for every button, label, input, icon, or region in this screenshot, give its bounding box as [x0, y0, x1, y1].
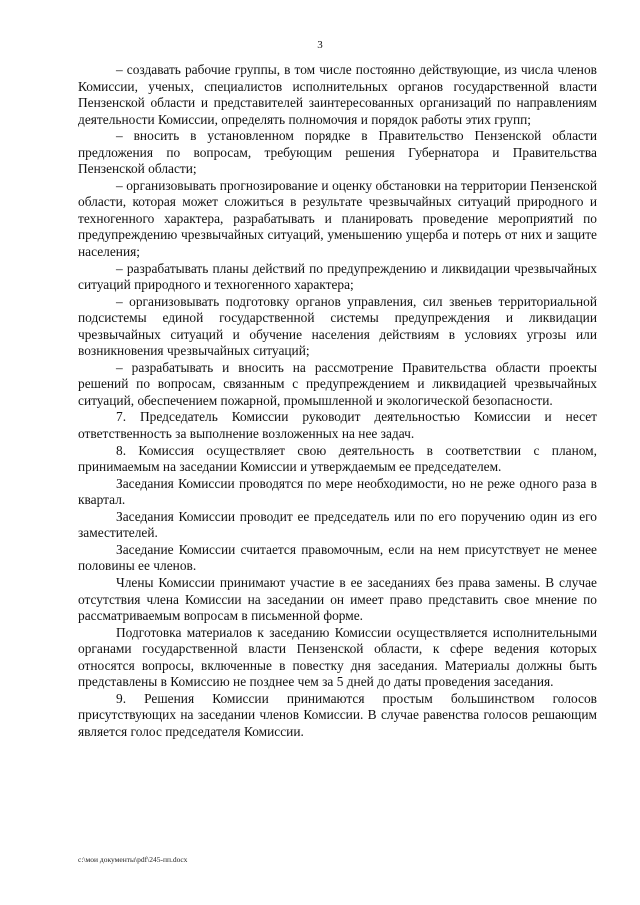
paragraph-8: 8. Комиссия осуществляет свою деятельность в соответствии с планом, принимаемым на заседании Комиссии и утверждаемым ее председателем.: [78, 442, 597, 475]
paragraph-9: Заседания Комиссии проводятся по мере необходимости, но не реже одного раза в квартал.: [78, 475, 597, 508]
paragraph-4: – разрабатывать планы действий по предупреждению и ликвидации чрезвычайных ситуаций природного и техногенного характера;: [78, 260, 597, 293]
paragraph-1: – создавать рабочие группы, в том числе постоянно действующие, из числа членов Комиссии, ученых, специалистов исполнительных органов государственной власти Пензенской области и представителей заинтересованных организаций по направлениям деятельности Комиссии, определять полномочия и порядок работы этих групп;: [78, 62, 597, 127]
paragraph-6: – разрабатывать и вносить на рассмотрение Правительства области проекты решений по вопросам, связанным с предупреждением и ликвидацией чрезвычайных ситуаций, обеспечением пожарной, промышленной и экологической безопасности.: [78, 359, 597, 408]
paragraph-11: Заседание Комиссии считается правомочным, если на нем присутствует не менее половины ее членов.: [78, 541, 597, 574]
document-body: [78, 62, 597, 740]
paragraph-5: – организовывать подготовку органов управления, сил звеньев территориальной подсистемы единой государственной системы предупреждения и ликвидации чрезвычайных ситуаций и обучение населения действиям в условиях угрозы или возникновения чрезвычайных ситуаций;: [78, 293, 597, 359]
page-number: 3: [317, 39, 323, 51]
paragraph-7: 7. Председатель Комиссии руководит деятельностью Комиссии и несет ответственность за выполнение возложенных на нее задач.: [78, 409, 597, 442]
paragraph-2: – вносить в установленном порядке в Правительство Пензенской области предложения по вопросам, требующим решения Губернатора и Правительства Пензенской области;: [78, 128, 597, 177]
paragraph-14: 9. Решения Комиссии принимаются простым большинством голосов присутствующих на заседании членов Комиссии. В случае равенства голосов решающим является голос председателя Комиссии.: [78, 690, 597, 739]
paragraph-12: Члены Комиссии принимают участие в ее заседаниях без права замены. В случае отсутствия члена Комиссии на заседании он имеет право представить свое мнение по рассматриваемым вопросам в письменной форме.: [78, 574, 597, 624]
paragraph-3: – организовывать прогнозирование и оценку обстановки на территории Пензенской области, которая может сложиться в результате чрезвычайных ситуаций природного и техногенного характера, разрабатывать и планировать проведение мероприятий по предупреждению чрезвычайных ситуаций, уменьшению ущерба и потерь от них и защите населения;: [78, 177, 597, 260]
paragraph-10: Заседания Комиссии проводит ее председатель или по его поручению один из его заместителей.: [78, 508, 597, 541]
paragraph-13: Подготовка материалов к заседанию Комиссии осуществляется исполнительными органами государственной власти Пензенской области, к сфере ведения которых относятся вопросы, включенные в повестку дня заседания. Материалы должны быть представлены в Комиссию не позднее чем за 5 дней до даты проведения заседания.: [78, 624, 597, 690]
footer-file-path: c:\мои документы\pdf\245-пп.docx: [78, 855, 188, 864]
